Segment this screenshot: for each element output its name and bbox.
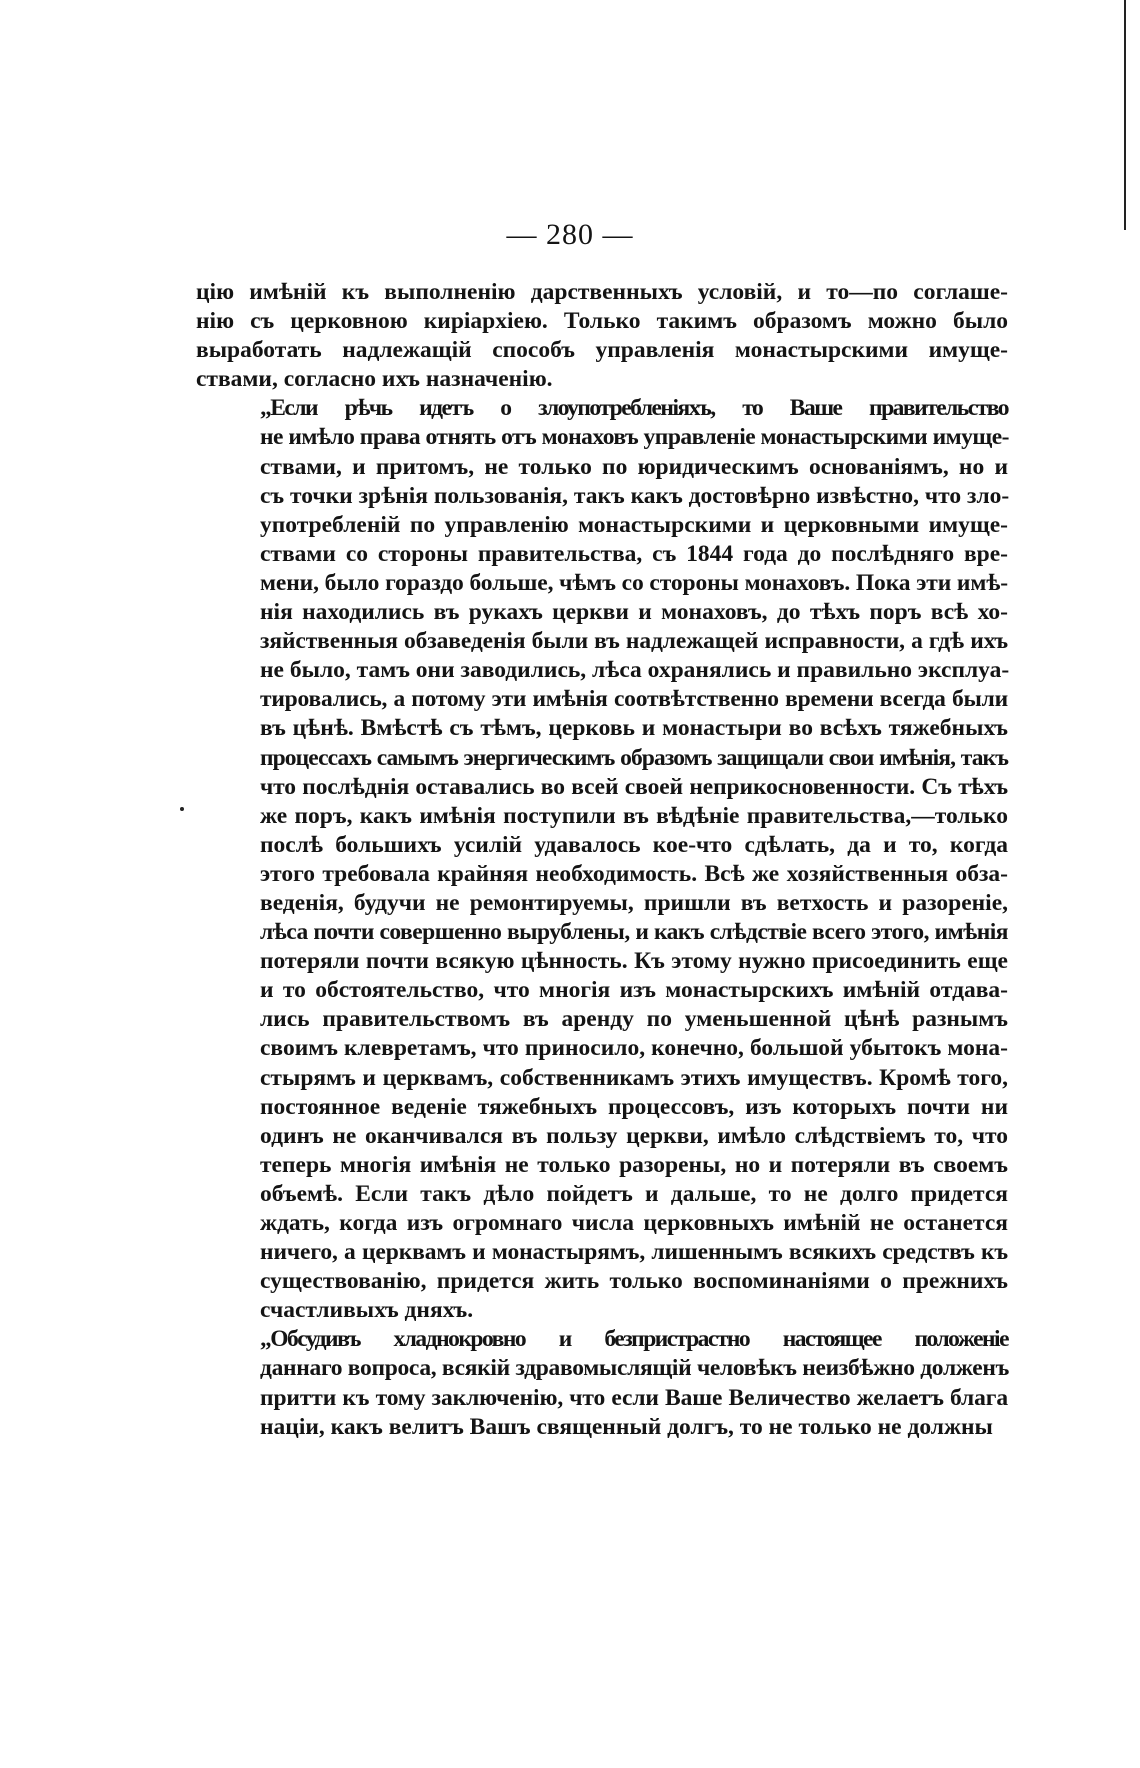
text-line: одинъ не оканчивался въ пользу церкви, имѣло слѣдствіемъ то, что [260, 1122, 1008, 1149]
text-line: что послѣднія оставались во всей своей неприкосновенности. Съ тѣхъ [260, 773, 1008, 800]
text-line: мени, было гораздо больше, чѣмъ со стороны монаховъ. Пока эти имѣ- [260, 569, 1009, 596]
page-edge-line [1124, 0, 1126, 230]
text-line: веденія, будучи не ремонтируемы, пришли въ ветхость и разореніе, [260, 889, 1008, 916]
text-line: „Если рѣчь идетъ о злоупотребленіяхъ, то Ваше правительство [260, 395, 1008, 422]
text-line: тировались, а потому эти имѣнія соотвѣтственно времени всегда были [260, 686, 1008, 713]
text-line: постоянное веденіе тяжебныхъ процессовъ, изъ которыхъ почти ни [260, 1093, 1008, 1120]
text-line: не было, тамъ они заводились, лѣса охранялись и правильно эксплуа- [260, 657, 1010, 684]
text-line: съ точки зрѣнія пользованія, такъ какъ достовѣрно извѣстно, что зло- [260, 482, 1010, 509]
text-line: существованію, придется жить только воспоминаніями о прежнихъ [260, 1268, 1008, 1295]
text-line: въ цѣнѣ. Вмѣстѣ съ тѣмъ, церковь и монастыри во всѣхъ тяжебныхъ [260, 715, 1008, 742]
text-line: ничего, а церквамъ и монастырямъ, лишеннымъ всякихъ средствъ къ [260, 1239, 1008, 1266]
text-line: счастливыхъ дняхъ. [260, 1297, 474, 1324]
text-line: зяйственныя обзаведенія были въ надлежащей исправности, а гдѣ ихъ [260, 628, 1008, 655]
text-line: процессахъ самымъ энергическимъ образомъ защищали свои имѣнія, такъ [260, 744, 1008, 771]
text-line: ждать, когда изъ огромнаго числа церковныхъ имѣній не останется [260, 1210, 1008, 1236]
text-line: нія находились въ рукахъ церкви и монаховъ, до тѣхъ поръ всѣ хо- [260, 599, 1008, 626]
margin-mark [180, 807, 184, 811]
body-text [196, 278, 1008, 1442]
text-line: послѣ большихъ усилій удавалось кое-что сдѣлать, да и то, когда [260, 831, 1008, 858]
text-line: употребленій по управленію монастырскими и церковными имуще- [260, 511, 1008, 538]
text-line: даннаго вопроса, всякій здравомыслящій человѣкъ неизбѣжно долженъ [260, 1355, 1010, 1382]
text-line: лѣса почти совершенно вырублены, и какъ слѣдствіе всего этого, имѣнія [260, 919, 1008, 946]
text-line: притти къ тому заключенію, что если Ваше Величество желаетъ блага [260, 1384, 1008, 1411]
text-line: же поръ, какъ имѣнія поступили въ вѣдѣніе правительства,—только [260, 802, 1008, 829]
text-line: потеряли почти всякую цѣнность. Къ этому нужно присоединить еще [260, 948, 1008, 975]
text-line: выработать надлежащій способъ управленія монастырскими имуще- [196, 337, 1008, 364]
text-line: цію имѣній къ выполненію дарственныхъ условій, и то—по соглаше- [196, 279, 1008, 305]
text-line: не имѣло права отнять отъ монаховъ управленіе монастырскими имуще- [260, 424, 1009, 451]
text-line: лись правительствомъ въ аренду по уменьшенной цѣнѣ разнымъ [260, 1006, 1008, 1033]
text-line: и то обстоятельство, что многія изъ монастырскихъ имѣній отдава- [260, 977, 1008, 1004]
text-line: ствами, согласно ихъ назначенію. [196, 366, 553, 393]
text-line: ствами со стороны правительства, съ 1844 года до послѣдняго вре- [260, 540, 1008, 567]
paragraph [196, 1325, 1008, 1441]
text-line: „Обсудивъ хладнокровно и безпристрастно настоящее положеніе [260, 1326, 1008, 1353]
text-line: нію съ церковною киріархіею. Только такимъ образомъ можно было [196, 308, 1008, 335]
paragraph [196, 394, 1008, 1325]
text-line: ствами, и притомъ, не только по юридическимъ основаніямъ, но и [260, 453, 1008, 480]
text-line: своимъ клевретамъ, что приносило, конечно, большой убытокъ мона- [260, 1035, 1008, 1062]
text-line: стырямъ и церквамъ, собственникамъ этихъ имуществъ. Кромѣ того, [260, 1064, 1008, 1091]
text-line: этого требовала крайняя необходимость. Всѣ же хозяйственныя обза- [260, 860, 1008, 887]
page-number: — 280 — [506, 218, 634, 251]
text-line: націи, какъ велитъ Вашъ священный долгъ, то не только не должны [260, 1413, 993, 1440]
text-line: объемѣ. Если такъ дѣло пойдетъ и дальше, то не долго придется [260, 1180, 1008, 1207]
paragraph [196, 278, 1008, 394]
text-line: теперь многія имѣнія не только разорены, но и потеряли въ своемъ [260, 1151, 1008, 1178]
